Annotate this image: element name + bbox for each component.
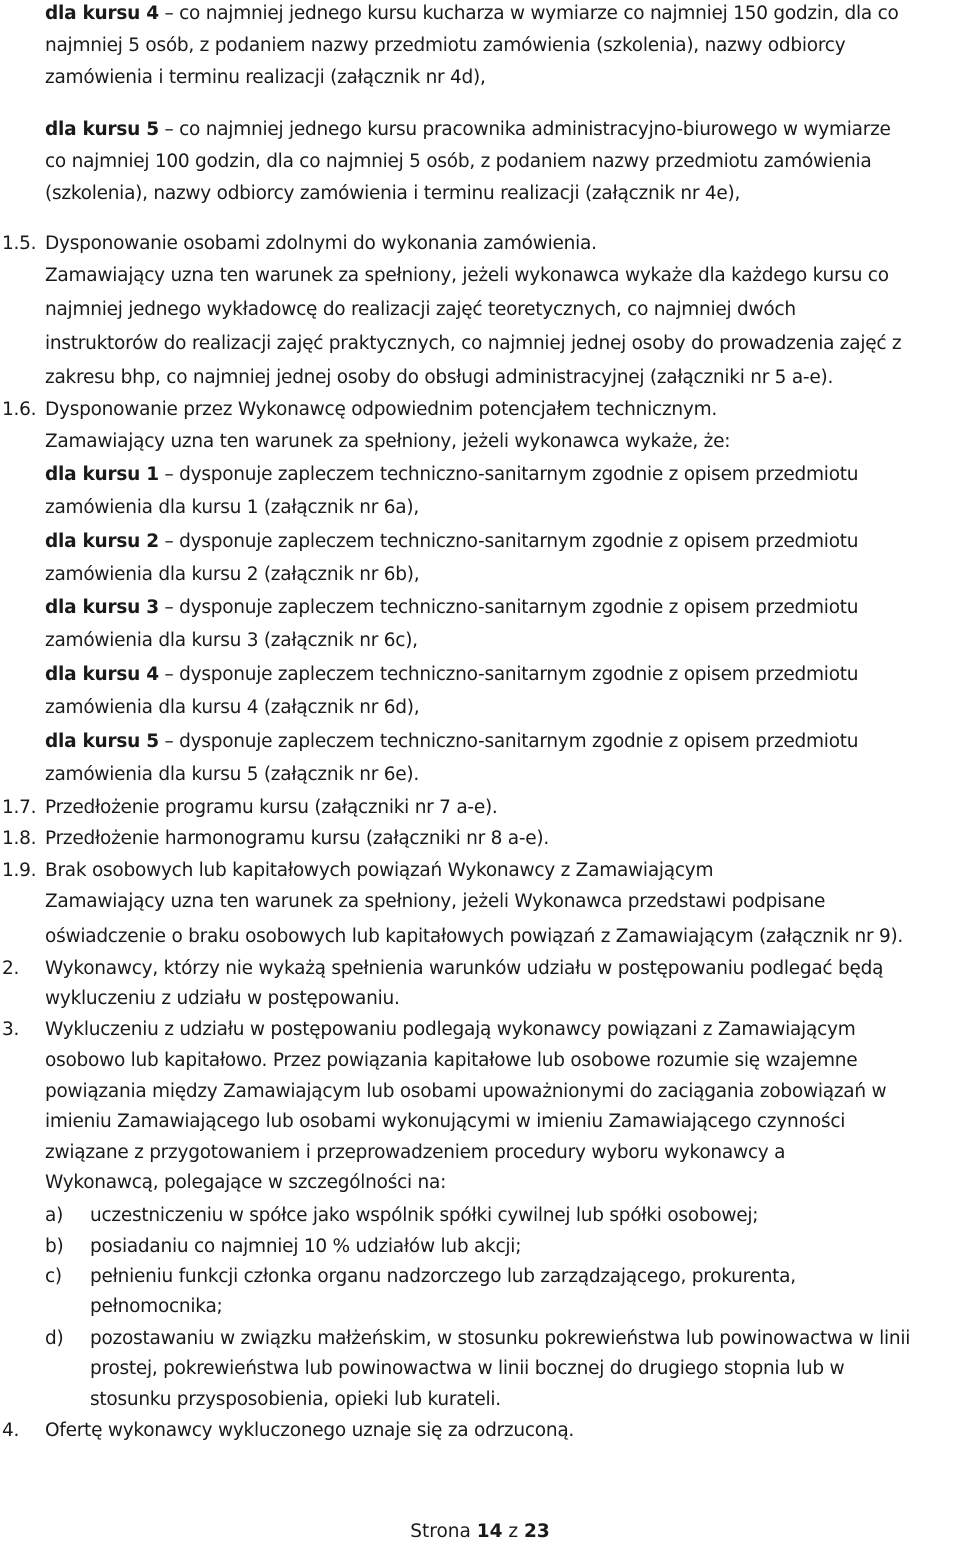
point-number-2: 2. (2, 958, 20, 979)
footer-sep: z (508, 1521, 519, 1542)
p3-item-c-line1: pełnieniu funkcji członka organu nadzorczego lub zarządzającego, prokurenta, (90, 1266, 796, 1287)
s15-line1: Zamawiający uzna ten warunek za spełniony, jeżeli wykonawca wykaże dla każdego kursu co (45, 265, 889, 286)
p2-line2: wykluczeniu z udziału w postępowaniu. (45, 988, 400, 1009)
s16-item1-line2: zamówienia dla kursu 1 (załącznik nr 6a), (45, 497, 419, 518)
s19-line2: oświadczenie o braku osobowych lub kapitałowych powiązań z Zamawiającym (załącznik nr 9). (45, 926, 904, 947)
p3-item-d-marker: d) (45, 1328, 64, 1349)
kurs5-line2: co najmniej 100 godzin, dla co najmniej 5 osób, z podaniem nazwy przedmiotu zamówienia (45, 151, 872, 172)
section-title-1-6: Dysponowanie przez Wykonawcę odpowiednim potencjałem technicznym. (45, 399, 717, 420)
p3-line4: imieniu Zamawiającego lub osobami wykonującymi w imieniu Zamawiającego czynności (45, 1111, 846, 1132)
s15-line4: zakresu bhp, co najmniej jednej osoby do obsługi administracyjnej (załączniki nr 5 a-e). (45, 367, 834, 388)
p3-line6: Wykonawcą, polegające w szczególności na: (45, 1172, 447, 1193)
section-number-1-5: 1.5. (2, 233, 37, 254)
section-title-1-5: Dysponowanie osobami zdolnymi do wykonania zamówienia. (45, 233, 597, 254)
s16-item4-line1: dla kursu 4 – dysponuje zapleczem techniczno-sanitarnym zgodnie z opisem przedmiotu (45, 664, 859, 685)
p3-line3: powiązania między Zamawiającym lub osobami upoważnionymi do zaciągania zobowiązań w (45, 1081, 887, 1102)
kurs4-line1: dla kursu 4 – co najmniej jednego kursu kucharza w wymiarze co najmniej 150 godzin, dla co (45, 3, 899, 24)
s18-text: Przedłożenie harmonogramu kursu (załączniki nr 8 a-e). (45, 828, 550, 849)
s16-item2-line2: zamówienia dla kursu 2 (załącznik nr 6b), (45, 564, 420, 585)
kurs5-line1: dla kursu 5 – co najmniej jednego kursu pracownika administracyjno-biurowego w wymiarze (45, 119, 891, 140)
kurs4-line2: najmniej 5 osób, z podaniem nazwy przedmiotu zamówienia (szkolenia), nazwy odbiorcy (45, 35, 846, 56)
kurs4-label: dla kursu 4 (45, 3, 159, 24)
kurs4-line3: zamówienia i terminu realizacji (załącznik nr 4d), (45, 67, 486, 88)
p3-line5: związane z przygotowaniem i przeprowadzeniem procedury wyboru wykonawcy a (45, 1142, 786, 1163)
section-number-1-8: 1.8. (2, 828, 37, 849)
p4-text: Ofertę wykonawcy wykluczonego uznaje się za odrzuconą. (45, 1420, 575, 1441)
p3-item-b: posiadaniu co najmniej 10 % udziałów lub akcji; (90, 1236, 522, 1257)
section-number-1-6: 1.6. (2, 399, 37, 420)
s16-item5-line1: dla kursu 5 – dysponuje zapleczem techniczno-sanitarnym zgodnie z opisem przedmiotu (45, 731, 859, 752)
point-number-3: 3. (2, 1019, 20, 1040)
s16-item4-line2: zamówienia dla kursu 4 (załącznik nr 6d), (45, 697, 420, 718)
section-number-1-9: 1.9. (2, 860, 37, 881)
s16-item1-line1: dla kursu 1 – dysponuje zapleczem techniczno-sanitarnym zgodnie z opisem przedmiotu (45, 464, 859, 485)
p3-item-a-marker: a) (45, 1205, 64, 1226)
section-number-1-7: 1.7. (2, 797, 37, 818)
p3-item-d-line2: prostej, pokrewieństwa lub powinowactwa w linii bocznej do drugiego stopnia lub w (90, 1358, 845, 1379)
p3-item-c-marker: c) (45, 1266, 62, 1287)
s16-item3-line1: dla kursu 3 – dysponuje zapleczem techniczno-sanitarnym zgodnie z opisem przedmiotu (45, 597, 859, 618)
p3-item-d-line3: stosunku przysposobienia, opieki lub kurateli. (90, 1389, 501, 1410)
page-footer (0, 1520, 960, 1544)
footer-prefix: Strona (410, 1521, 471, 1542)
p3-item-b-marker: b) (45, 1236, 64, 1257)
footer-page-number: 14 (476, 1521, 503, 1542)
p3-line1: Wykluczeniu z udziału w postępowaniu podlegają wykonawcy powiązani z Zamawiającym (45, 1019, 856, 1040)
p2-line1: Wykonawcy, którzy nie wykażą spełnienia warunków udziału w postępowaniu podlegać będą (45, 958, 884, 979)
s16-item2-line1: dla kursu 2 – dysponuje zapleczem techniczno-sanitarnym zgodnie z opisem przedmiotu (45, 531, 859, 552)
p3-line2: osobowo lub kapitałowo. Przez powiązania kapitałowe lub osobowe rozumie się wzajemne (45, 1050, 858, 1071)
footer-total-pages: 23 (523, 1521, 550, 1542)
point-number-4: 4. (2, 1420, 20, 1441)
kurs5-label: dla kursu 5 (45, 119, 159, 140)
p3-item-c-line2: pełnomocnika; (90, 1296, 223, 1317)
s17-text: Przedłożenie programu kursu (załączniki nr 7 a-e). (45, 797, 498, 818)
s15-line3: instruktorów do realizacji zajęć praktycznych, co najmniej jednej osoby do prowadzenia zajęć z (45, 333, 902, 354)
s16-intro: Zamawiający uzna ten warunek za spełniony, jeżeli wykonawca wykaże, że: (45, 431, 731, 452)
s16-item5-line2: zamówienia dla kursu 5 (załącznik nr 6e). (45, 764, 420, 785)
s15-line2: najmniej jednego wykładowcę do realizacji zajęć teoretycznych, co najmniej dwóch (45, 299, 796, 320)
p3-item-d-line1: pozostawaniu w związku małżeńskim, w stosunku pokrewieństwa lub powinowactwa w linii (90, 1328, 911, 1349)
s16-item3-line2: zamówienia dla kursu 3 (załącznik nr 6c), (45, 630, 418, 651)
p3-item-a: uczestniczeniu w spółce jako wspólnik spółki cywilnej lub spółki osobowej; (90, 1205, 759, 1226)
kurs5-line3: (szkolenia), nazwy odbiorcy zamówienia i terminu realizacji (załącznik nr 4e), (45, 183, 741, 204)
section-title-1-9: Brak osobowych lub kapitałowych powiązań Wykonawcy z Zamawiającym (45, 860, 714, 881)
s19-line1: Zamawiający uzna ten warunek za spełniony, jeżeli Wykonawca przedstawi podpisane (45, 891, 826, 912)
